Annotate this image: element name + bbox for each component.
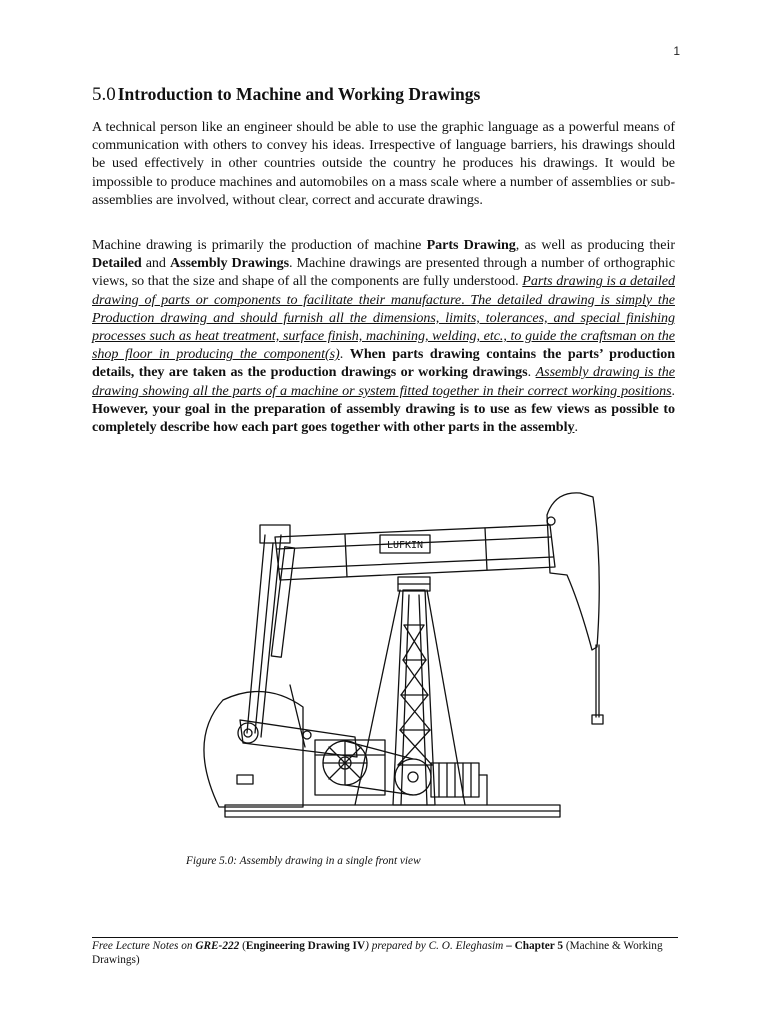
text-span: y — [567, 419, 575, 436]
course-title: Engineering Drawing IV — [245, 940, 366, 952]
text-span: . — [461, 291, 471, 308]
course-code: GRE-222 — [195, 940, 240, 952]
section-number: 5.0 — [92, 84, 116, 105]
text-span: . — [527, 364, 536, 381]
intro-paragraph: A technical person like an engineer should be able to use the graphic language as a powerful means of communication with others to convey his ideas. Irrespective of language barriers, his drawings should be used effectively in other countries outside the country he produces his drawings. It would be impossible to produce machines and automobiles on a mass scale where a number of assemblies or sub-assemblies are involved, without clear, correct and accurate drawings. — [92, 119, 675, 208]
footer-rule — [92, 937, 678, 938]
text-span: . — [574, 419, 578, 436]
text-span: . Machine drawings are presented through a number of orthographic views, so that the size and shape of all the components are fully understood. — [92, 255, 675, 290]
footer-author: ) prepared by C. O. Eleghasim — [365, 940, 504, 952]
text-span: Machine drawing is primarily the production of machine — [92, 237, 427, 253]
text-span: and — [141, 255, 170, 272]
assembly-goal-statement: However, your goal in the preparation of assembly drawing is to use as few views as possible to completely describe how each part goes together with other parts in the assembl — [92, 400, 675, 436]
crank-wheel — [323, 741, 367, 785]
production-drawings-statement: When parts drawing contains the parts’ production details, they are taken as the production drawings or working drawings — [92, 346, 675, 381]
footer-dash: – — [503, 940, 515, 952]
counterweight — [204, 691, 303, 807]
page-number: 1 — [673, 44, 680, 58]
section-heading — [92, 84, 682, 106]
text-span: , as well as producing their — [515, 237, 675, 253]
beam-label: LUFKIN — [386, 540, 424, 551]
chapter-label: Chapter 5 — [514, 940, 564, 952]
walking-beam — [275, 525, 555, 580]
parts-drawing-definition: Parts drawing is a detailed drawing of parts or components to facilitate their manufacture — [92, 273, 675, 308]
chapter-title: (Machine & Working Drawings) — [92, 940, 663, 966]
figure-caption: Figure 5.0: Assembly drawing in a single front view — [186, 855, 421, 867]
text-span: . — [339, 346, 350, 363]
text-span: . — [671, 382, 675, 399]
term-detailed: Detailed — [92, 255, 142, 272]
machine-drawing-paragraph — [92, 236, 675, 436]
footer-text: ( — [239, 940, 246, 952]
page-footer — [92, 939, 678, 967]
horse-head — [547, 493, 599, 650]
term-parts-drawing: Parts Drawing — [426, 237, 516, 253]
detailed-drawing-definition: The detailed drawing is simply the Production drawing and should furnish all the dimensions, limits, tolerances, and special finishing processes such as heat treatment, surface finish, machining, welding, etc., to guide the craftsman on the shop floor in producing the component(s) — [92, 291, 675, 363]
term-assembly-drawings: Assembly Drawings — [169, 255, 290, 272]
pumpjack-assembly-drawing — [195, 485, 625, 835]
assembly-drawing-definition: Assembly drawing is the drawing showing all the parts of a machine or system fitted together in their correct working positions — [92, 364, 675, 399]
footer-text: Free Lecture Notes on — [92, 940, 196, 952]
section-title: Introduction to Machine and Working Drawings — [117, 84, 481, 104]
